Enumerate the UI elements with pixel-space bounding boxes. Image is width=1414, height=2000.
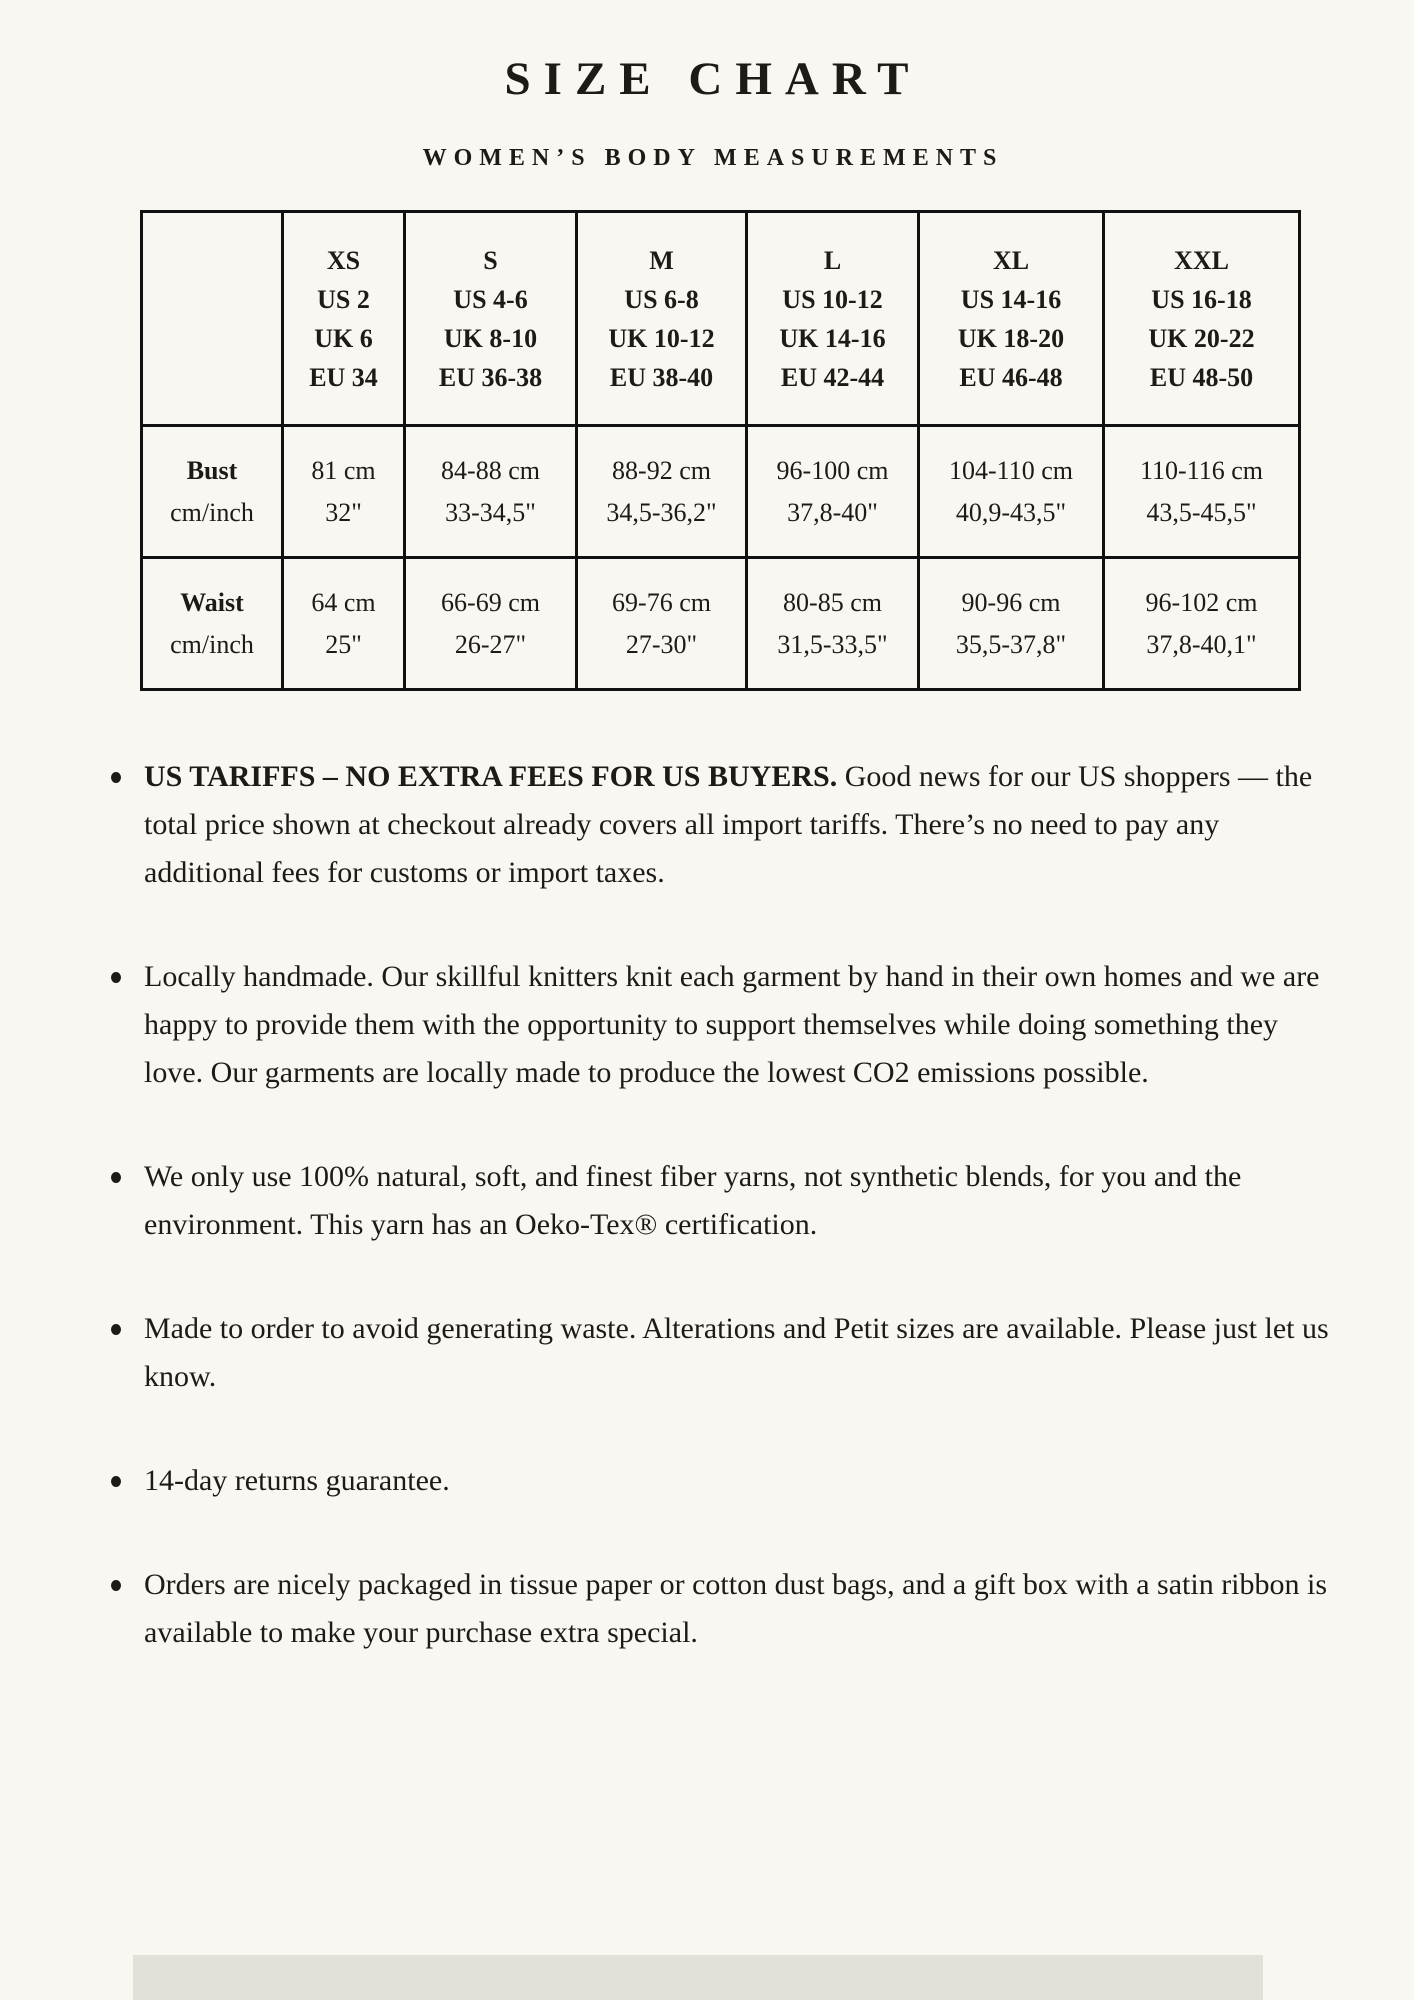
bust-s-cell: 84-88 cm 33-34,5" [405,426,577,558]
table-row-waist [142,558,1300,690]
table-row-bust [142,426,1300,558]
bullet-packaging: Orders are nicely packaged in tissue paper or cotton dust bags, and a gift box with a satin ribbon is available to make your purchase extra special. [108,1561,1338,1657]
bust-row-label: Bust cm/inch [142,426,283,558]
bullet-us-tariffs: US TARIFFS – NO EXTRA FEES FOR US BUYERS. Good news for our US shoppers — the total price shown at checkout already covers all import tariffs. There’s no need to pay any additional fees for customs or import taxes. [108,753,1338,897]
header-size-xxl: XXL US 16-18 UK 20-22 EU 48-50 [1104,212,1300,426]
bullet-dot [111,1476,121,1487]
waist-xs-cell: 64 cm 25" [283,558,405,690]
page-subtitle: WOMEN’S BODY MEASUREMENTS [422,145,1004,171]
bullet-dot [111,1580,121,1591]
bullet-dot [111,772,121,783]
bullet-made-to-order: Made to order to avoid generating waste. Alterations and Petit sizes are available. Please just let us know. [108,1305,1338,1401]
header-size-s: S US 4-6 UK 8-10 EU 36-38 [405,212,577,426]
bullet-locally-handmade: Locally handmade. Our skillful knitters knit each garment by hand in their own homes and we are happy to provide them with the opportunity to support themselves while doing something they love. Our garments are locally made to produce the lowest CO2 emissions possible. [108,953,1338,1097]
bust-l-cell: 96-100 cm 37,8-40" [747,426,919,558]
header-size-xl: XL US 14-16 UK 18-20 EU 46-48 [919,212,1104,426]
bust-m-cell: 88-92 cm 34,5-36,2" [577,426,747,558]
size-chart-table [140,210,1301,691]
bust-xxl-cell: 110-116 cm 43,5-45,5" [1104,426,1300,558]
bullet-dot [111,1324,121,1335]
waist-l-cell: 80-85 cm 31,5-33,5" [747,558,919,690]
header-size-l: L US 10-12 UK 14-16 EU 42-44 [747,212,919,426]
header-size-xs: XS US 2 UK 6 EU 34 [283,212,405,426]
bullet-returns-guarantee: 14-day returns guarantee. [108,1457,1338,1505]
bullet-natural-yarns: We only use 100% natural, soft, and finest fiber yarns, not synthetic blends, for you and the environment. This yarn has an Oeko-Tex® certification. [108,1153,1338,1249]
waist-xl-cell: 90-96 cm 35,5-37,8" [919,558,1104,690]
bust-xs-cell: 81 cm 32" [283,426,405,558]
bullet-dot [111,1172,121,1183]
waist-m-cell: 69-76 cm 27-30" [577,558,747,690]
waist-row-label: Waist cm/inch [142,558,283,690]
waist-xxl-cell: 96-102 cm 37,8-40,1" [1104,558,1300,690]
header-empty-cell [142,212,283,426]
info-bullet-list [108,753,1338,1657]
footer-gray-bar [133,1955,1263,2000]
waist-s-cell: 66-69 cm 26-27" [405,558,577,690]
bust-xl-cell: 104-110 cm 40,9-43,5" [919,426,1104,558]
bullet-dot [111,972,121,983]
table-header-row [142,212,1300,426]
page-title: SIZE CHART [504,53,922,105]
header-size-m: M US 6-8 UK 10-12 EU 38-40 [577,212,747,426]
